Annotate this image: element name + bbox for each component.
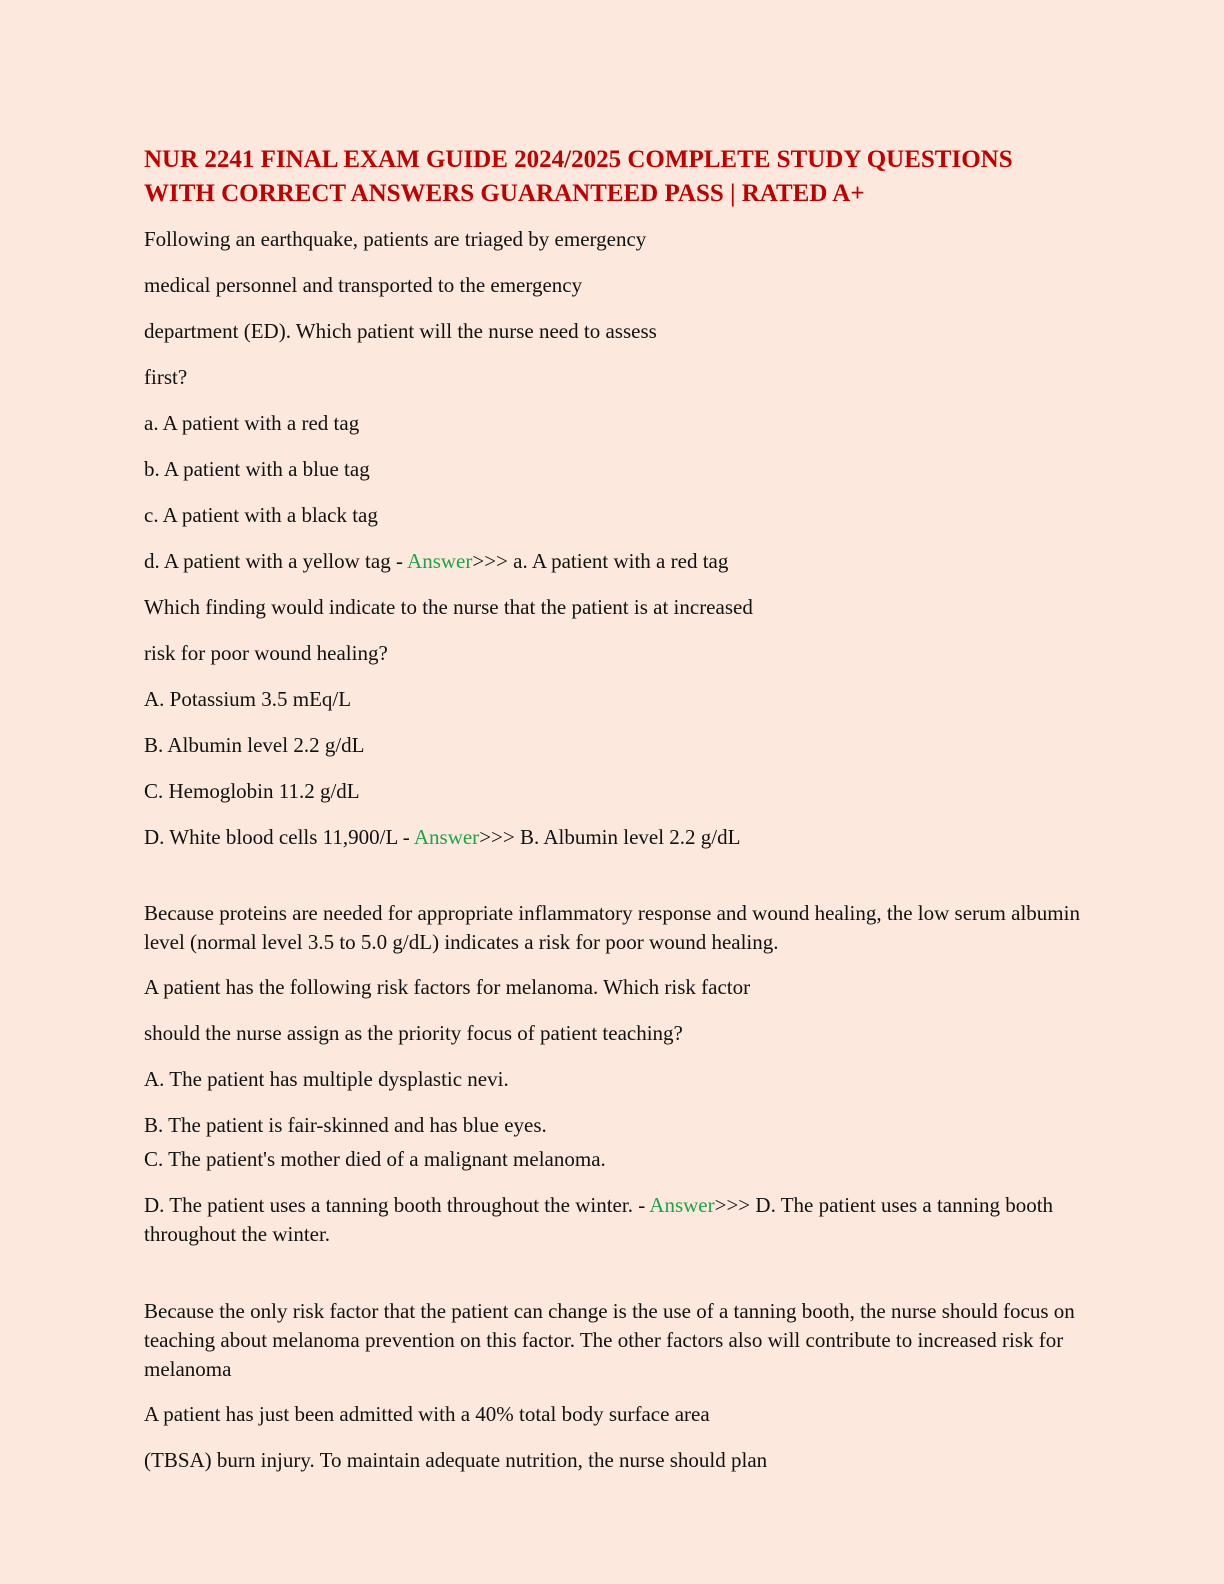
q2-rationale: Because proteins are needed for appropriate inflammatory response and wound healing, the low serum albumin level (normal level 3.5 to 5.0 g/dL) indicates a risk for poor wound healing.	[144, 901, 1080, 954]
q3-option-c: C. The patient's mother died of a malignant melanoma.	[144, 1147, 606, 1171]
q1-option-b: b. A patient with a blue tag	[144, 457, 370, 481]
q1-stem-line: first?	[144, 365, 188, 389]
q1-option-d-with-answer	[144, 547, 1084, 575]
q4-stem-line: A patient has just been admitted with a 40% total body surface area	[144, 1402, 710, 1426]
answer-marker: >>>	[472, 549, 508, 573]
q3-option-d-with-answer	[144, 1191, 1084, 1249]
q1-option-d: d. A patient with a yellow tag -	[144, 549, 408, 573]
q3-option-d: D. The patient uses a tanning booth throughout the winter. -	[144, 1193, 650, 1217]
q3-rationale: Because the only risk factor that the patient can change is the use of a tanning booth, the nurse should focus on teaching about melanoma prevention on this factor. The other factors also will contribute to increased risk for melanoma	[144, 1299, 1075, 1381]
q2-option-a: A. Potassium 3.5 mEq/L	[144, 687, 352, 711]
q1-option-c: c. A patient with a black tag	[144, 503, 378, 527]
q1-stem-line: Following an earthquake, patients are triaged by emergency	[144, 227, 647, 251]
q2-stem-line: risk for poor wound healing?	[144, 641, 388, 665]
q4-stem-line: (TBSA) burn injury. To maintain adequate nutrition, the nurse should plan	[144, 1448, 768, 1472]
answer-marker: >>>	[714, 1193, 751, 1217]
q1-stem-line: medical personnel and transported to the emergency	[144, 273, 583, 297]
q2-option-c: C. Hemoglobin 11.2 g/dL	[144, 779, 360, 803]
q2-stem-line: Which finding would indicate to the nurse that the patient is at increased	[144, 595, 753, 619]
q3-stem-line: A patient has the following risk factors for melanoma. Which risk factor	[144, 975, 751, 999]
answer-marker: >>>	[479, 825, 515, 849]
answer-label: Answer	[407, 549, 473, 573]
q1-stem-line: department (ED). Which patient will the nurse need to assess	[144, 319, 657, 343]
q3-option-a: A. The patient has multiple dysplastic nevi.	[144, 1067, 509, 1091]
q3-stem-line: should the nurse assign as the priority focus of patient teaching?	[144, 1021, 683, 1045]
answer-label: Answer	[649, 1193, 715, 1217]
q3-answer: D. The patient uses a tanning booth throughout the winter.	[144, 1193, 1054, 1246]
q1-option-a: a. A patient with a red tag	[144, 411, 360, 435]
document-content	[144, 143, 1084, 1492]
q3-option-b: B. The patient is fair-skinned and has blue eyes.	[144, 1113, 547, 1137]
q2-option-d-with-answer	[144, 823, 1084, 851]
answer-label: Answer	[413, 825, 480, 849]
q2-answer: B. Albumin level 2.2 g/dL	[514, 825, 741, 849]
q1-answer: a. A patient with a red tag	[507, 549, 729, 573]
q2-option-b: B. Albumin level 2.2 g/dL	[144, 733, 365, 757]
document-title: NUR 2241 FINAL EXAM GUIDE 2024/2025 COMPLETE STUDY QUESTIONS WITH CORRECT ANSWERS GUARANTEED PASS | RATED A+	[144, 146, 1013, 207]
q2-option-d: D. White blood cells 11,900/L -	[144, 825, 414, 849]
